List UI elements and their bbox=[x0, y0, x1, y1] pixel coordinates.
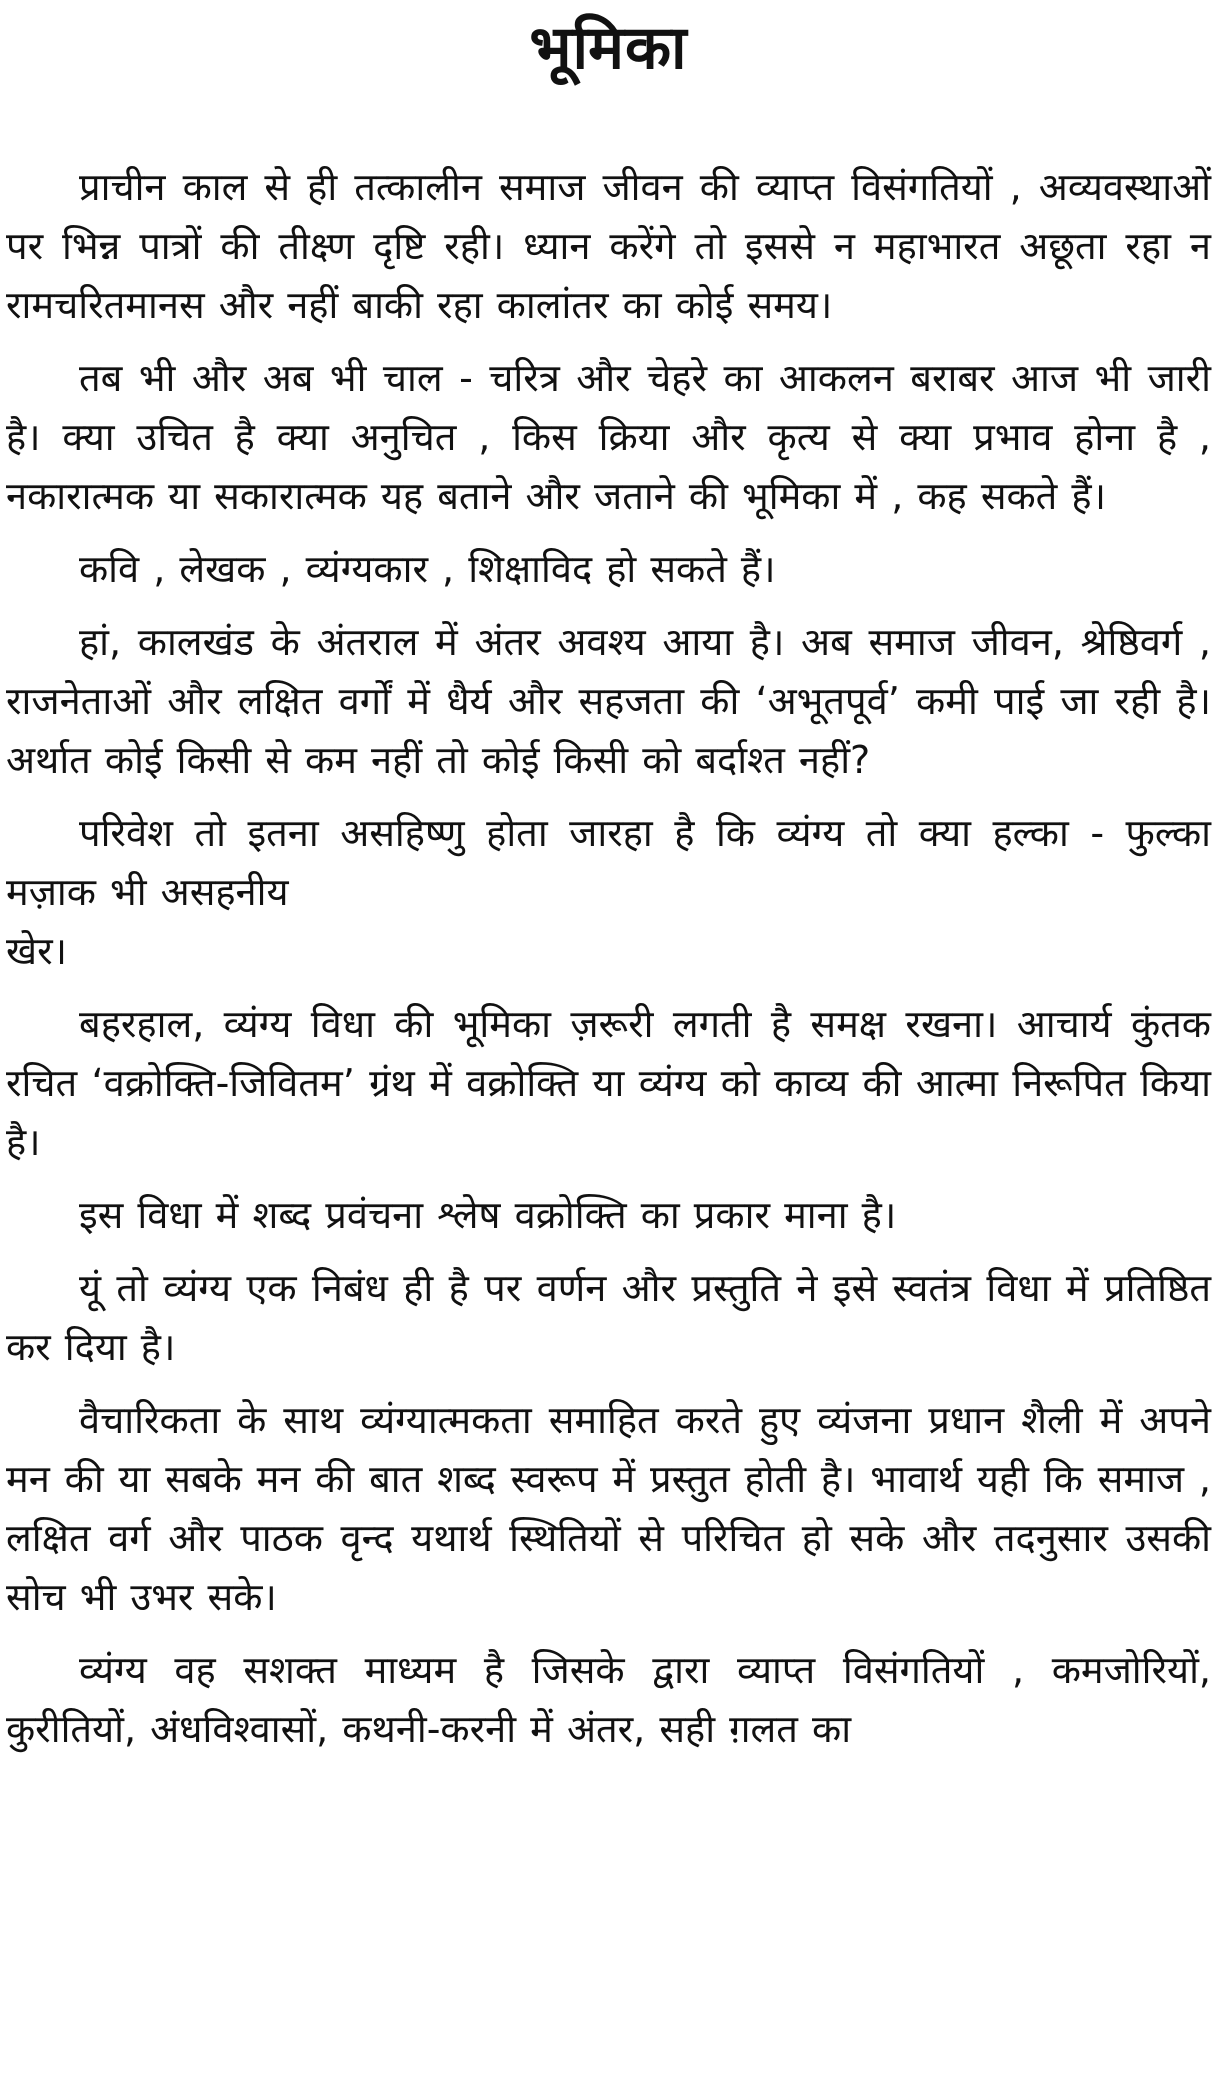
paragraph-4: हां, कालखंड के अंतराल में अंतर अवश्य आया है। अब समाज जीवन, श्रेष्ठिवर्ग , राजनेताओं और लक्षित वर्गों में धैर्य और सहजता की ‘अभूतपूर्व’ कमी पाई जा रही है। अर्थात कोई किसी से कम नहीं तो कोई किसी को बर्दाश्त नहीं? bbox=[6, 620, 1211, 782]
paragraph-6: खेर। bbox=[6, 929, 68, 973]
paragraph-2: तब भी और अब भी चाल - चरित्र और चेहरे का आकलन बराबर आज भी जारी है। क्या उचित है क्या अनुचित , किस क्रिया और कृत्य से क्या प्रभाव होना है , नकारात्मक या सकारात्मक यह बताने और जताने की भूमिका में , कह सकते हैं। bbox=[6, 356, 1211, 518]
paragraph-8: इस विधा में शब्द प्रवंचना श्लेष वक्रोक्ति का प्रकार माना है। bbox=[79, 1193, 897, 1237]
paragraph-7: बहरहाल, व्यंग्य विधा की भूमिका ज़रूरी लगती है समक्ष रखना। आचार्य कुंतक रचित ‘वक्रोक्ति-जिवितम’ ग्रंथ में वक्रोक्ति या व्यंग्य को काव्य की आत्मा निरूपित किया है। bbox=[6, 1002, 1211, 1164]
page-title: भूमिका bbox=[529, 13, 688, 83]
paragraph-1: प्राचीन काल से ही तत्कालीन समाज जीवन की व्याप्त विसंगतियों , अव्यवस्थाओं पर भिन्न पात्रों की तीक्ष्ण दृष्टि रही। ध्यान करेंगे तो इससे न महाभारत अछूता रहा न रामचरितमानस और नहीं बाकी रहा कालांतर का कोई समय। bbox=[6, 165, 1211, 327]
paragraph-5: परिवेश तो इतना असहिष्णु होता जारहा है कि व्यंग्य तो क्या हल्का - फुल्का मज़ाक भी असहनीय bbox=[6, 811, 1211, 914]
paragraph-10: वैचारिकता के साथ व्यंग्यात्मकता समाहित करते हुए व्यंजना प्रधान शैली में अपने मन की या सबके मन की बात शब्द स्वरूप में प्रस्तुत होती है। भावार्थ यही कि समाज , लक्षित वर्ग और पाठक वृन्द यथार्थ स्थितियों से परिचित हो सके और तदनुसार उसकी सोच भी उभर सके। bbox=[6, 1398, 1211, 1619]
paragraph-3: कवि , लेखक , व्यंग्यकार , शिक्षाविद हो सकते हैं। bbox=[79, 547, 776, 591]
paragraph-11: व्यंग्य वह सशक्त माध्यम है जिसके द्वारा व्याप्त विसंगतियों , कमजोरियों, कुरीतियों, अंधविश्वासों, कथनी-करनी में अंतर, सही ग़लत का bbox=[6, 1648, 1211, 1751]
paragraph-9: यूं तो व्यंग्य एक निबंध ही है पर वर्णन और प्रस्तुति ने इसे स्वतंत्र विधा में प्रतिष्ठित कर दिया है। bbox=[6, 1266, 1211, 1369]
